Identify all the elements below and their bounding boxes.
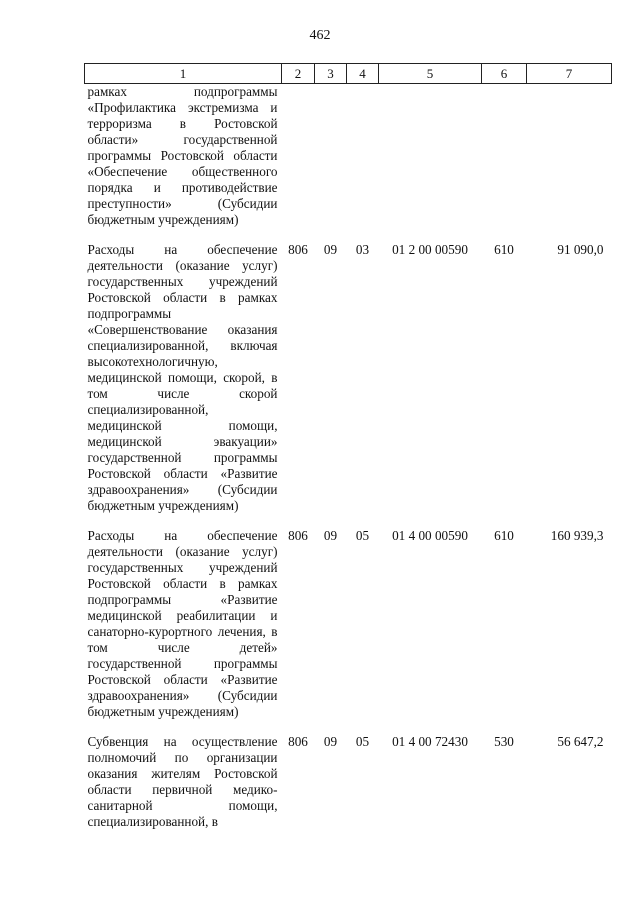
table-row <box>85 242 612 528</box>
column-header-5: 5 <box>379 64 482 84</box>
table-header <box>85 64 612 84</box>
column-header-1: 1 <box>85 64 282 84</box>
row-description: Расходы на обеспечение деятельности (оказание услуг) государственных учреждений Ростовской области в рамках подпрограммы «Совершенствование оказания специализированной, включая высокотехнологичную, медицинской помощи, скорой, в том числе скорой специализированной, медицинской помощи, медицинской эвакуации» государственной программы Ростовской области «Развитие здравоохранения» (Субсидии бюджетным учреждениям) <box>87 242 278 513</box>
column-header-6: 6 <box>482 64 527 84</box>
row-subsection-code: 03 <box>355 242 370 257</box>
table-row <box>85 528 612 734</box>
table-row <box>85 84 612 243</box>
row-amount: 160 939,3 <box>550 528 604 543</box>
row-section-code: 09 <box>323 734 338 749</box>
row-expense-type <box>482 84 527 243</box>
row-ministry-code: 806 <box>288 734 308 749</box>
column-header-7: 7 <box>527 64 612 84</box>
row-section-code: 09 <box>323 242 338 257</box>
row-amount: 56 647,2 <box>557 734 604 749</box>
row-subsection-code: 05 <box>355 734 370 749</box>
row-target-article: 01 2 00 00590 <box>392 242 468 257</box>
row-expense-type: 610 <box>494 242 514 257</box>
budget-table <box>84 63 612 844</box>
page-number: 462 <box>309 28 331 43</box>
row-expense-type: 610 <box>494 528 514 543</box>
table-row <box>85 734 612 844</box>
row-ministry-code <box>282 84 315 243</box>
row-expense-type: 530 <box>494 734 514 749</box>
column-header-3: 3 <box>315 64 347 84</box>
row-amount: 91 090,0 <box>557 242 604 257</box>
row-description: Расходы на обеспечение деятельности (оказание услуг) государственных учреждений Ростовской области в рамках подпрограммы «Развитие медицинской реабилитации и санаторно-курортного лечения, в том числе детей» государственной программы Ростовской области «Развитие здравоохранения» (Субсидии бюджетным учреждениям) <box>87 528 278 719</box>
row-ministry-code: 806 <box>288 528 308 543</box>
column-header-4: 4 <box>347 64 379 84</box>
row-target-article: 01 4 00 72430 <box>392 734 468 749</box>
column-header-2: 2 <box>282 64 315 84</box>
row-section-code <box>315 84 347 243</box>
row-section-code: 09 <box>323 528 338 543</box>
row-subsection-code <box>347 84 379 243</box>
row-description: рамках подпрограммы «Профилактика экстремизма и терроризма в Ростовской области» государственной программы Ростовской области «Обеспечение общественного порядка и противодействие преступности» (Субсидии бюджетным учреждениям) <box>87 84 278 227</box>
row-amount <box>527 84 612 243</box>
row-target-article <box>379 84 482 243</box>
row-subsection-code: 05 <box>355 528 370 543</box>
row-ministry-code: 806 <box>288 242 308 257</box>
row-target-article: 01 4 00 00590 <box>392 528 468 543</box>
row-description: Субвенция на осуществление полномочий по организации оказания жителям Ростовской области первичной медико-санитарной помощи, специализированной, в <box>87 734 278 829</box>
